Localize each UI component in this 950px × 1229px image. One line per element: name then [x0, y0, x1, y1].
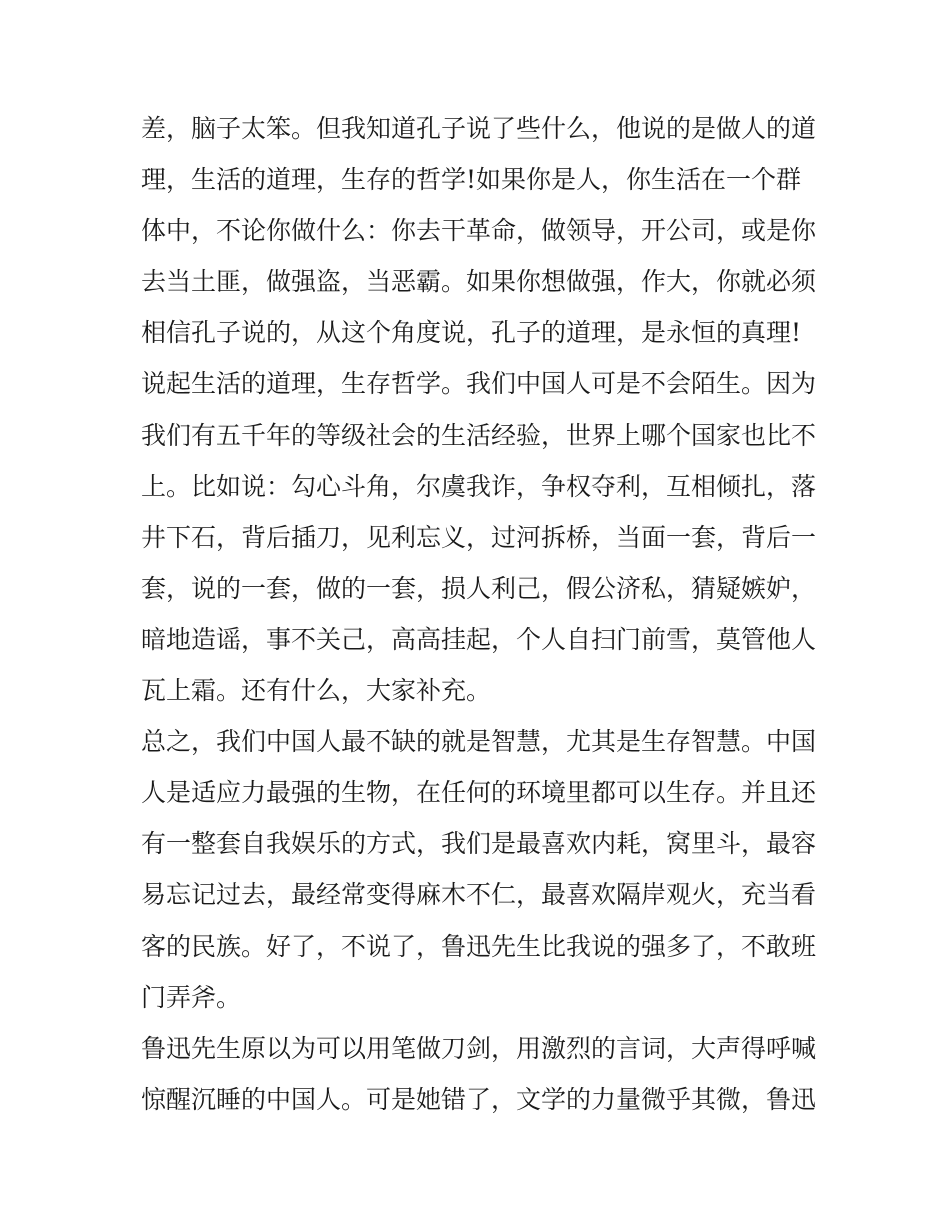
text-line: 理，生活的道理，生存的哲学!如果你是人，你生活在一个群: [141, 165, 802, 195]
text-line: 瓦上霜。还有什么，大家补充。: [141, 676, 492, 706]
text-line: 体中，不论你做什么：你去干革命，做领导，开公司，或是你: [141, 216, 817, 246]
text-line: 我们有五千年的等级社会的生活经验，世界上哪个国家也比不: [141, 420, 817, 450]
text-line: 去当土匪，做强盗，当恶霸。如果你想做强，作大，你就必须: [141, 267, 817, 297]
body-text: [141, 103, 821, 1125]
text-line: 易忘记过去，最经常变得麻木不仁，最喜欢隔岸观火，充当看: [141, 880, 817, 910]
text-line: 相信孔子说的，从这个角度说，孔子的道理，是永恒的真理!: [141, 318, 802, 348]
text-line: 套，说的一套，做的一套，损人利己，假公济私，猜疑嫉妒，: [141, 573, 817, 603]
text-line: 上。比如说：勾心斗角，尔虞我诈，争权夺利，互相倾扎，落: [141, 471, 817, 501]
text-line: 惊醒沉睡的中国人。可是她错了，文学的力量微乎其微，鲁迅: [141, 1084, 817, 1114]
text-line: 差，脑子太笨。但我知道孔子说了些什么，他说的是做人的道: [141, 114, 817, 143]
text-line: 门弄斧。: [141, 982, 242, 1012]
text-line: 人是适应力最强的生物，在任何的环境里都可以生存。并且还: [141, 778, 817, 808]
text-line: 客的民族。好了，不说了，鲁迅先生比我说的强多了，不敢班: [141, 931, 817, 961]
text-line: 总之，我们中国人最不缺的就是智慧，尤其是生存智慧。中国: [141, 727, 817, 757]
text-line: 说起生活的道理，生存哲学。我们中国人可是不会陌生。因为: [141, 369, 817, 399]
text-line: 井下石，背后插刀，见利忘义，过河拆桥，当面一套，背后一: [141, 522, 817, 552]
text-line: 鲁迅先生原以为可以用笔做刀剑，用激烈的言词，大声得呼喊: [141, 1033, 817, 1063]
text-line: 暗地造谣，事不关己，高高挂起，个人自扫门前雪，莫管他人: [141, 624, 817, 654]
text-line: 有一整套自我娱乐的方式，我们是最喜欢内耗，窝里斗，最容: [141, 829, 817, 859]
